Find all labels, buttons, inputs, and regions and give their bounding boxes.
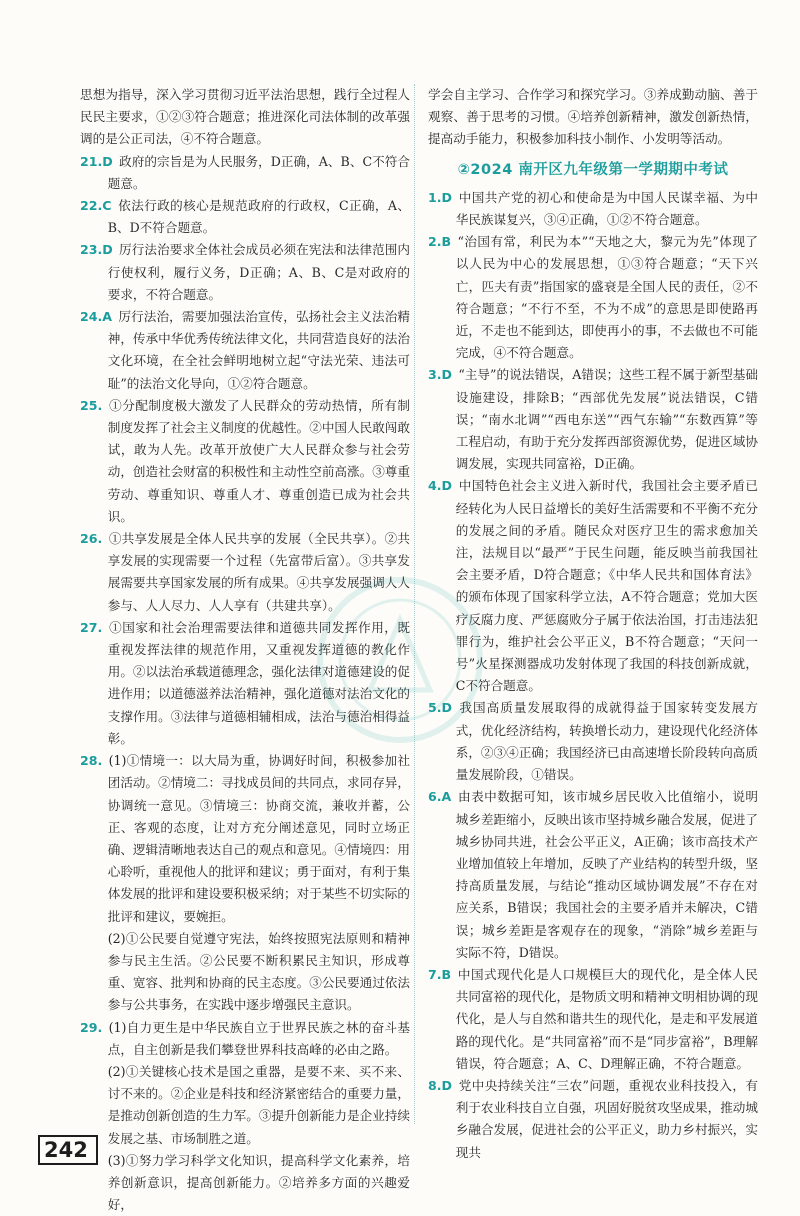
answer-number: 7.B [428, 966, 452, 982]
answer-text: 政府的宗旨是为人民服务，D正确，A、B、C不符合题意。 [107, 153, 410, 191]
answer-text: 中国共产党的初心和使命是为中国人民谋幸福、为中华民族谋复兴，③④正确，①②不符合题意。 [455, 189, 758, 228]
answer-item [80, 1017, 410, 1061]
answer-number: 2.B [428, 234, 452, 250]
answer-item [80, 1150, 410, 1216]
answer-number: 24.A [80, 309, 113, 325]
answer-text: (3)①努力学习科学文化知识，提高科学文化素养，培养创新意识，提高创新能力。②培养多方面的兴趣爱好， [107, 1152, 410, 1213]
school-crest-watermark-icon [300, 560, 500, 760]
answer-text: 中国式现代化是人口规模巨大的现代化，是全体人民共同富裕的现代化，是物质文明和精神文明相协调的现代化，是人与自然和谐共生的现代化，是走和平发展道路的现代化。是“共同富裕”而不是“同步富裕”，B理解错误，符合题意；A、C、D理解正确，不符合题意。 [455, 966, 758, 1071]
answer-text: 中国特色社会主义进入新时代，我国社会主要矛盾已经转化为人民日益增长的美好生活需要和不平衡不充分的发展之间的矛盾。随民众对医疗卫生的需求愈加关注，法规目以“最严”于民生问题，能反映当前我国社会主要矛盾，D符合题意；《中华人民共和国体育法》的颁布体现了国家科学立法，A不符合题意；党加大医疗反腐力度、严惩腐败分子属于依法治国，打击违法犯罪行为，维护社会公平正义，B不符合题意；“天问一号”火星探测器成功发射体现了我国的科技创新成就，C不符合题意。 [455, 478, 758, 694]
answer-item [80, 1061, 410, 1150]
answer-number: 23.D [80, 242, 113, 258]
answer-text: ①分配制度极大激发了人民群众的劳动热情，所有制制度发挥了社会主义制度的优越性。②中国人民敢闯敢试，敢为人先。改革开放使广大人民群众参与社会劳动，创造社会财富的积极性和主动性空前高涨。③尊重劳动、尊重知识、尊重人才、尊重创造已成为社会共识。 [107, 397, 410, 524]
answer-item [80, 239, 410, 306]
answer-number: 6.A [428, 789, 452, 805]
answer-item [428, 1075, 758, 1164]
answer-text: “治国有常，利民为本”“天地之大，黎元为先”体现了以人民为中心的发展思想，①③符合题意；“天下兴亡，匹夫有责”指国家的盛衰是全国人民的责任，②不符合题意；“不行不至，不为不成”的意思是即使路再近，不走也不能到达，即使再小的事，不去做也不可能完成，④不符合题意。 [455, 234, 758, 361]
answer-text: (2)①公民要自觉遵守宪法，始终按照宪法原则和精神参与民主生活。②公民要不断积累民主知识，形成尊重、宽容、批判和协商的民主态度。③公民要通过依法参与公共事务，在实践中逐步增强民主意识。 [107, 930, 410, 1013]
answer-item [428, 964, 758, 1075]
answer-text: 由表中数据可知，该市城乡居民收入比值缩小，说明城乡差距缩小，反映出该市坚持城乡融合发展，促进了城乡协同共进，社会公平正义，A正确；该市高技术产业增加值较上年增加，反映了产业结构的转型升级，坚持高质量发展，与结论“推动区域协调发展”不存在对应关系，B错误；我国社会的主要矛盾并未解决，C错误；城乡差距是客观存在的现象，“消除”城乡差距与实际不符，D错误。 [455, 789, 758, 960]
answer-item [428, 187, 758, 231]
left-intro: 思想为指导，深入学习贯彻习近平法治思想，践行全过程人民民主要求，①②③符合题意；推进深化司法体制的改革强调的是公正司法，④不符合题意。 [80, 87, 410, 147]
answer-item [80, 395, 410, 528]
answer-text: ①国家和社会治理需要法律和道德共同发挥作用，既重视发挥法律的规范作用，又重视发挥道德的教化作用。②以法治承载道德理念，强化法律对道德建设的促进作用；以道德滋养法治精神，强化道德对法治文化的支撑作用。③法律与道德相辅相成，法治与德治相得益彰。 [107, 619, 410, 746]
answer-number: 26. [80, 531, 103, 547]
answer-text: 依法行政的核心是规范政府的行政权，C正确，A、B、D不符合题意。 [107, 198, 410, 236]
answer-item [80, 306, 410, 395]
answer-number: 27. [80, 619, 103, 635]
section-title: ②2024 南开区九年级第一学期期中考试 [457, 161, 729, 178]
page-number: 242 [38, 1135, 92, 1165]
right-intro: 学会自主学习、合作学习和探究学习。③养成勤动脑、善于观察、善于思考的习惯。④培养创新精神，激发创新热情，提高动手能力，积极参加科技小制作、小发明等活动。 [428, 87, 758, 147]
answer-number: 3.D [428, 367, 453, 383]
answer-text: (1)①情境一：以大局为重，协调好时间，积极参加社团活动。②情境二：寻找成员间的共同点，求同存异，协调统一意见。③情境三：协商交流，兼收并蓄，公正、客观的态度，让对方充分阐述意见，同时立场正确、逻辑清晰地表达自己的观点和意见。④情境四：用心聆听，重视他人的批评和建议；勇于面对，有利于集体发展的批评和建设要积极采纳；对于某些不切实际的批评和建议，要婉拒。 [107, 753, 410, 924]
answer-number: 25. [80, 397, 103, 413]
answer-number: 8.D [428, 1077, 453, 1093]
answer-number: 5.D [428, 700, 453, 716]
answer-text: 我国高质量发展取得的成就得益于国家转变发展方式，优化经济结构，转换增长动力，建设现代化经济体系，②③④正确；我国经济已由高速增长阶段转向高质量发展阶段，①错误。 [455, 700, 758, 783]
answer-text: 厉行法治，需要加强法治宣传，弘扬社会主义法治精神，传承中华优秀传统法律文化，共同营造良好的法治文化环境，在全社会鲜明地树立起“守法光荣、违法可耻”的法治文化导向，①②符合题意。 [107, 309, 410, 391]
answer-item [80, 195, 410, 239]
answer-text: (1)自力更生是中华民族自立于世界民族之林的奋斗基点，自主创新是我们攀登世界科技高峰的必由之路。 [107, 1019, 410, 1057]
answer-number: 21.D [80, 153, 113, 169]
answer-number: 28. [80, 753, 103, 769]
answer-item [428, 786, 758, 964]
answer-text: 厉行法治要求全体社会成员必须在宪法和法律范围内行使权利，履行义务，D正确；A、B、C是对政府的要求，不符合题意。 [107, 242, 410, 302]
answer-item [80, 928, 410, 1017]
answer-item [428, 364, 758, 475]
answer-text: ①共享发展是全体人民共享的发展（全民共享）。②共享发展的实现需要一个过程（先富带后富）。③共享发展需要共享国家发展的所有成果。④共享发展强调人人参与、人人尽力、人人享有（共建共享）。 [107, 531, 410, 613]
answer-text: “主导”的说法错误，A错误；这些工程不属于新型基础设施建设，排除B；“西部优先发展”说法错误，C错误；“南水北调”“西电东送”“西气东输”“东数西算”等工程启动，有助于充分发挥西部资源优势，促进区域协调发展，实现共同富裕，D正确。 [455, 367, 758, 472]
answer-text: 党中央持续关注“三农”问题，重视农业科技投入，有利于农业科技自立自强，巩固好脱贫攻坚成果，推动城乡融合发展，促进社会的公平正义，助力乡村振兴，实现共 [455, 1077, 758, 1160]
answer-item [80, 750, 410, 928]
answer-number: 29. [80, 1019, 103, 1035]
answer-text: (2)①关键核心技术是国之重器，是要不来、买不来、讨不来的。②企业是科技和经济紧密结合的重要力量，是推动创新创造的生力军。③提升创新能力是企业持续发展之基、市场制胜之道。 [107, 1063, 410, 1146]
answer-number: 22.C [80, 198, 112, 214]
answer-number: 1.D [428, 189, 453, 205]
answer-item [428, 231, 758, 364]
answer-item [80, 151, 410, 195]
answer-number: 4.D [428, 478, 453, 494]
